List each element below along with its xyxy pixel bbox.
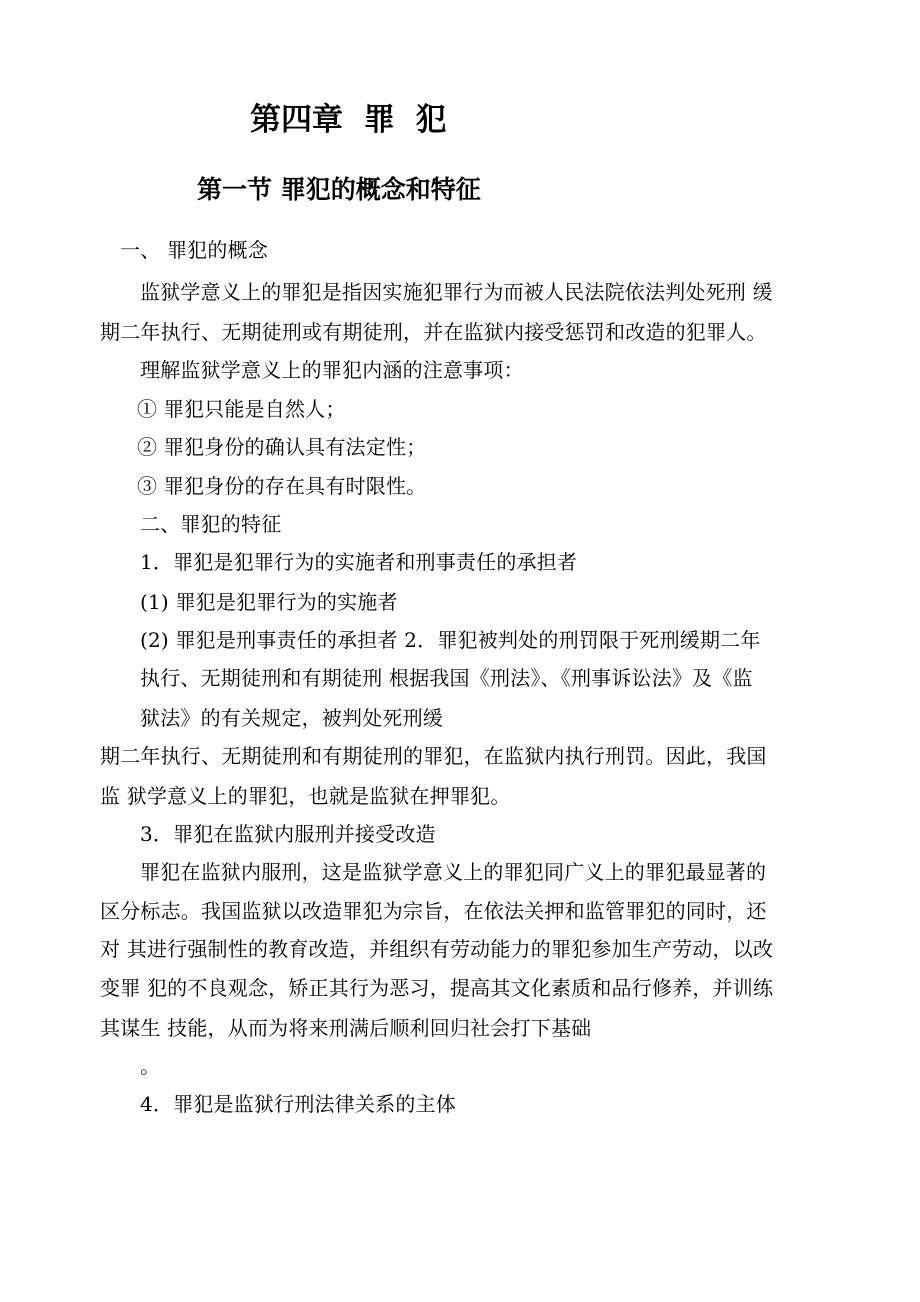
chapter-title: 第四章 罪 犯 xyxy=(250,102,447,138)
heading-features: 二、罪犯的特征 xyxy=(140,512,282,536)
feature-heading: 3．罪犯在监狱内服刑并接受改造 xyxy=(140,822,436,846)
paragraph-line: 执行、无期徒刑和有期徒刑 根据我国《刑法》、《刑事诉讼法》及《监 xyxy=(140,666,753,690)
section-title: 第一节 罪犯的概念和特征 xyxy=(197,175,481,204)
paragraph-line: 监狱学意义上的罪犯是指因实施犯罪行为而被人民法院依法判处死刑 缓 xyxy=(140,280,773,304)
paragraph-line: 监 狱学意义上的罪犯，也就是监狱在押罪犯。 xyxy=(100,784,511,808)
paragraph-line: 对 其进行强制性的教育改造，并组织有劳动能力的罪犯参加生产劳动，以改 xyxy=(100,937,774,961)
heading-concept: 一、 罪犯的概念 xyxy=(120,238,268,262)
feature-heading: 1．罪犯是犯罪行为的实施者和刑事责任的承担者 xyxy=(140,550,578,574)
paragraph-line: 理解监狱学意义上的罪犯内涵的注意事项： xyxy=(140,358,524,382)
paragraph-line: 变罪 犯的不良观念，矫正其行为恶习，提高其文化素质和品行修养，并训练 xyxy=(100,976,774,1000)
paragraph-line: 区分标志。我国监狱以改造罪犯为宗旨，在依法关押和监管罪犯的同时，还 xyxy=(100,899,767,923)
paragraph-line: 其谋生 技能，从而为将来刑满后顺利回归社会打下基础 xyxy=(100,1016,592,1040)
paragraph-line: 。 xyxy=(140,1054,161,1078)
list-item: ③ 罪犯身份的存在具有时限性。 xyxy=(137,474,427,498)
paragraph-line: 期二年执行、无期徒刑和有期徒刑的罪犯，在监狱内执行刑罚。因此，我国 xyxy=(100,744,767,768)
paragraph-line: 狱法》的有关规定，被判处死刑缓 xyxy=(140,706,443,730)
paragraph-line: 期二年执行、无期徒刑或有期徒刑，并在监狱内接受惩罚和改造的犯罪人。 xyxy=(100,320,767,344)
list-item: ① 罪犯只能是自然人； xyxy=(137,397,346,421)
paragraph-line: (2) 罪犯是刑事责任的承担者 2．罪犯被判处的刑罚限于死刑缓期二年 xyxy=(140,628,761,652)
paragraph-line: 罪犯在监狱内服刑，这是监狱学意义上的罪犯同广义上的罪犯最显著的 xyxy=(140,860,767,884)
sub-item: (1) 罪犯是犯罪行为的实施者 xyxy=(140,590,398,614)
feature-heading: 4．罪犯是监狱行刑法律关系的主体 xyxy=(140,1092,456,1116)
list-item: ② 罪犯身份的确认具有法定性； xyxy=(137,435,427,459)
